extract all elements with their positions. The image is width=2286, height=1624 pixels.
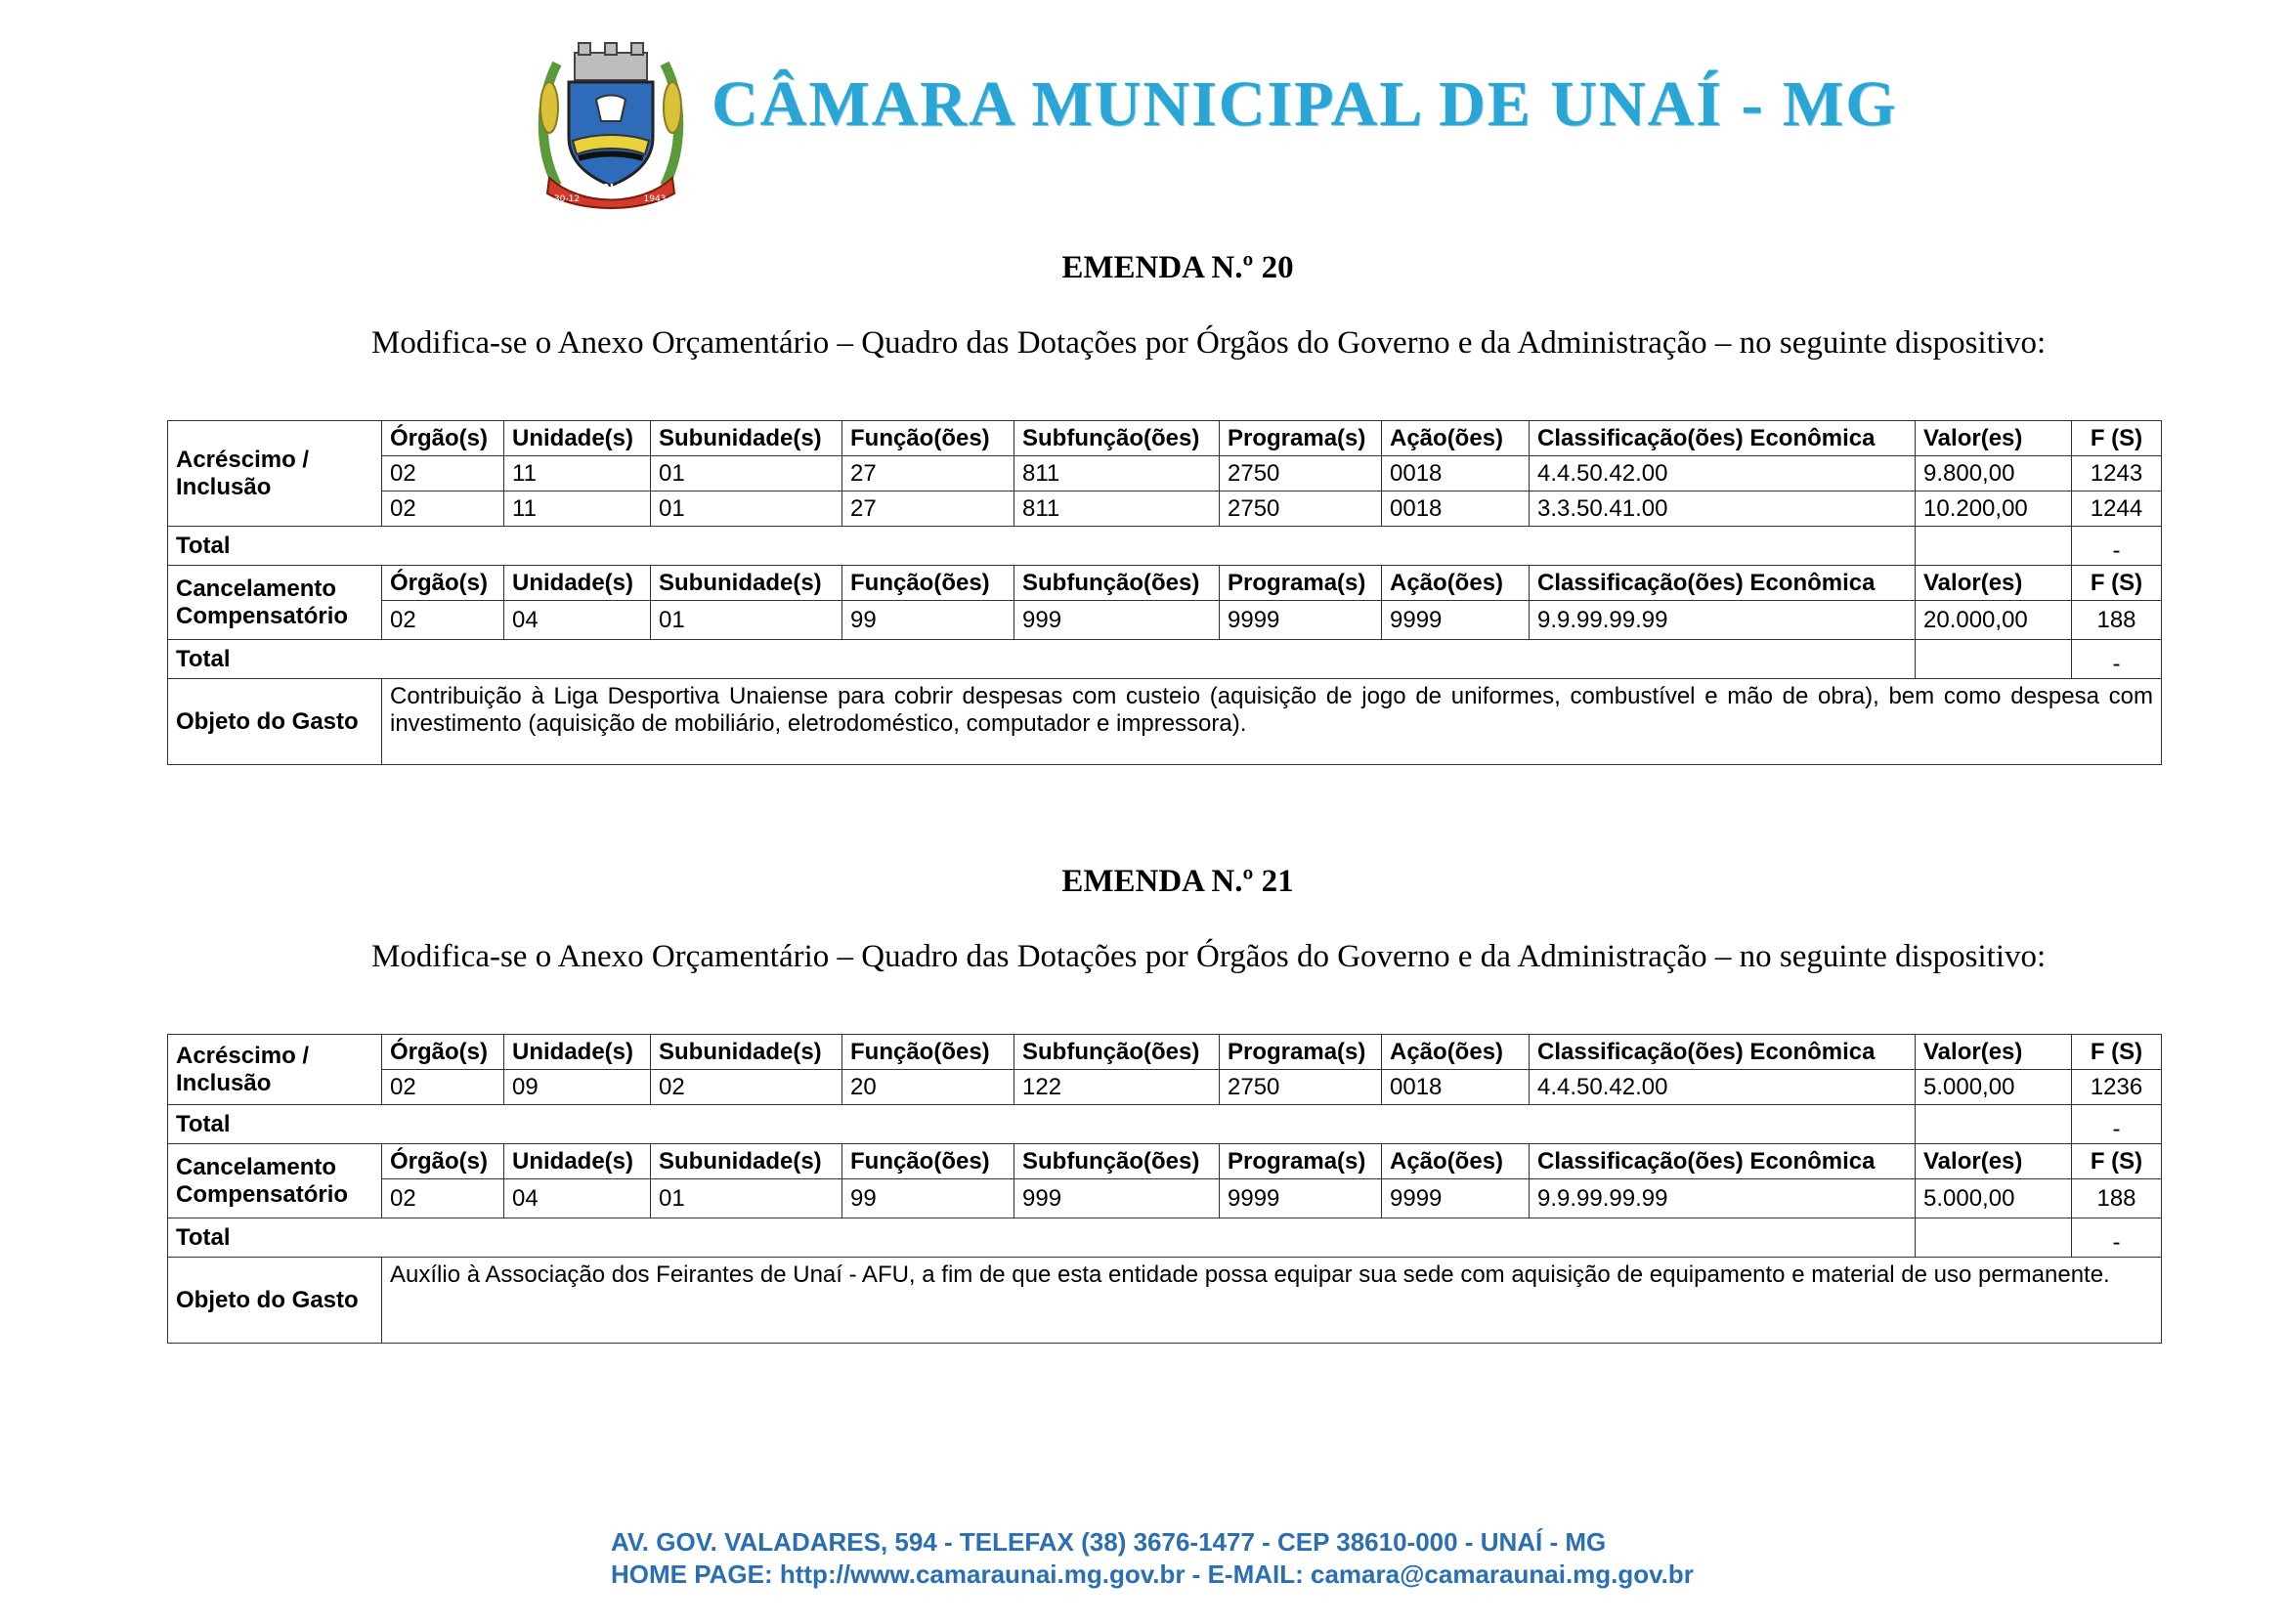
- cell-subfuncao: 999: [1014, 601, 1220, 640]
- cell-fs: 1243: [2072, 456, 2162, 491]
- cell-subfuncao: 811: [1014, 456, 1220, 491]
- cell-orgao: 02: [382, 1179, 504, 1218]
- column-header: Valor(es): [1916, 1144, 2072, 1179]
- table-row: [168, 456, 2162, 491]
- cell-valor: 10.200,00: [1916, 491, 2072, 527]
- column-header: Função(ões): [842, 566, 1014, 601]
- cell-subunidade: 02: [651, 1070, 842, 1105]
- column-header: Valor(es): [1916, 566, 2072, 601]
- table-row: [168, 1179, 2162, 1218]
- cell-orgao: 02: [382, 456, 504, 491]
- total-row: [168, 1105, 2162, 1144]
- column-header: Classificação(ões) Econômica: [1530, 1035, 1916, 1070]
- column-header: Subunidade(s): [651, 1035, 842, 1070]
- label-acrescimo: Acréscimo / Inclusão: [168, 1035, 382, 1105]
- column-header: Programa(s): [1220, 1144, 1382, 1179]
- cell-classificacao: 3.3.50.41.00: [1530, 491, 1916, 527]
- cell-unidade: 11: [504, 491, 651, 527]
- label-acrescimo: Acréscimo / Inclusão: [168, 421, 382, 527]
- cell-subunidade: 01: [651, 1179, 842, 1218]
- label-objeto: Objeto do Gasto: [168, 1258, 382, 1344]
- total-label: Total: [168, 1105, 1916, 1144]
- cell-funcao: 99: [842, 601, 1014, 640]
- cell-subunidade: 01: [651, 491, 842, 527]
- column-header: F (S): [2072, 421, 2162, 456]
- cell-orgao: 02: [382, 491, 504, 527]
- objeto-row: [168, 1258, 2162, 1344]
- cell-fs: 188: [2072, 1179, 2162, 1218]
- svg-text:UNAÍ: UNAÍ: [592, 183, 629, 197]
- column-header: Ação(ões): [1382, 1144, 1530, 1179]
- cell-subfuncao: 122: [1014, 1070, 1220, 1105]
- objeto-row: [168, 679, 2162, 765]
- coat-of-arms-icon: [528, 39, 694, 210]
- total-row: [168, 527, 2162, 566]
- column-header: Função(ões): [842, 1144, 1014, 1179]
- total-label: Total: [168, 640, 1916, 679]
- objeto-text: Contribuição à Liga Desportiva Unaiense para cobrir despesas com custeio (aquisição de jogo de uniformes, combustível e mão de obra), bem como despesa com investimento (aquisição de mobiliário, eletrodoméstico, computador e impressora).: [382, 679, 2162, 765]
- column-header: Subunidade(s): [651, 566, 842, 601]
- footer-contact: HOME PAGE: http://www.camaraunai.mg.gov.br - E-MAIL: camara@camaraunai.mg.gov.br: [611, 1560, 1694, 1589]
- cell-classificacao: 9.9.99.99.99: [1530, 1179, 1916, 1218]
- emenda-intro: Modifica-se o Anexo Orçamentário – Quadro das Dotações por Órgãos do Governo e da Administração – no seguinte dispositivo:: [371, 939, 2047, 974]
- column-header: Classificação(ões) Econômica: [1530, 421, 1916, 456]
- column-header: Subunidade(s): [651, 1144, 842, 1179]
- cell-programa: 2750: [1220, 1070, 1382, 1105]
- total-valor: [1916, 1105, 2072, 1144]
- column-header: Órgão(s): [382, 1035, 504, 1070]
- total-valor: [1916, 527, 2072, 566]
- cell-acao: 0018: [1382, 1070, 1530, 1105]
- cell-fs: 1236: [2072, 1070, 2162, 1105]
- cell-subfuncao: 811: [1014, 491, 1220, 527]
- cell-orgao: 02: [382, 1070, 504, 1105]
- column-header: Órgão(s): [382, 421, 504, 456]
- column-header: Classificação(ões) Econômica: [1530, 1144, 1916, 1179]
- column-header: Valor(es): [1916, 421, 2072, 456]
- budget-table: [167, 420, 2162, 765]
- cell-funcao: 20: [842, 1070, 1014, 1105]
- column-header: Função(ões): [842, 1035, 1014, 1070]
- column-header: Programa(s): [1220, 421, 1382, 456]
- total-valor: [1916, 1218, 2072, 1258]
- cell-funcao: 27: [842, 491, 1014, 527]
- column-header: Classificação(ões) Econômica: [1530, 566, 1916, 601]
- column-header: Unidade(s): [504, 566, 651, 601]
- cell-valor: 5.000,00: [1916, 1179, 2072, 1218]
- table-row: [168, 601, 2162, 640]
- column-header: Órgão(s): [382, 566, 504, 601]
- total-valor: [1916, 640, 2072, 679]
- column-header: Unidade(s): [504, 1035, 651, 1070]
- total-label: Total: [168, 1218, 1916, 1258]
- total-row: [168, 1218, 2162, 1258]
- cell-valor: 20.000,00: [1916, 601, 2072, 640]
- column-header: Programa(s): [1220, 566, 1382, 601]
- cell-programa: 9999: [1220, 1179, 1382, 1218]
- cell-fs: 1244: [2072, 491, 2162, 527]
- cell-subfuncao: 999: [1014, 1179, 1220, 1218]
- column-header: Valor(es): [1916, 1035, 2072, 1070]
- cell-classificacao: 4.4.50.42.00: [1530, 456, 1916, 491]
- column-header: Subfunção(ões): [1014, 421, 1220, 456]
- total-fs: -: [2072, 1218, 2162, 1258]
- label-objeto: Objeto do Gasto: [168, 679, 382, 765]
- cell-funcao: 27: [842, 456, 1014, 491]
- column-header: Subfunção(ões): [1014, 1144, 1220, 1179]
- label-cancelamento: Cancelamento Compensatório: [168, 1144, 382, 1218]
- cell-acao: 9999: [1382, 1179, 1530, 1218]
- column-header: Programa(s): [1220, 1035, 1382, 1070]
- column-header: Ação(ões): [1382, 1035, 1530, 1070]
- cell-subunidade: 01: [651, 456, 842, 491]
- cell-acao: 9999: [1382, 601, 1530, 640]
- cell-classificacao: 4.4.50.42.00: [1530, 1070, 1916, 1105]
- svg-text:1943: 1943: [643, 194, 667, 204]
- svg-text:30-12: 30-12: [553, 194, 581, 204]
- cell-unidade: 04: [504, 601, 651, 640]
- column-header: Ação(ões): [1382, 566, 1530, 601]
- cell-unidade: 11: [504, 456, 651, 491]
- budget-table: [167, 1034, 2162, 1344]
- cell-unidade: 09: [504, 1070, 651, 1105]
- table-row: [168, 1070, 2162, 1105]
- label-cancelamento: Cancelamento Compensatório: [168, 566, 382, 640]
- cell-fs: 188: [2072, 601, 2162, 640]
- cell-orgao: 02: [382, 601, 504, 640]
- footer: [611, 1526, 1694, 1591]
- column-header: F (S): [2072, 1144, 2162, 1179]
- column-header: Órgão(s): [382, 1144, 504, 1179]
- objeto-text: Auxílio à Associação dos Feirantes de Unaí - AFU, a fim de que esta entidade possa equipar sua sede com aquisição de equipamento e material de uso permanente.: [382, 1258, 2162, 1344]
- cell-subunidade: 01: [651, 601, 842, 640]
- emenda-title: EMENDA N.º 20: [1061, 250, 1294, 285]
- emenda-title: EMENDA N.º 21: [1061, 864, 1294, 899]
- column-header: Subfunção(ões): [1014, 1035, 1220, 1070]
- emenda-intro: Modifica-se o Anexo Orçamentário – Quadro das Dotações por Órgãos do Governo e da Administração – no seguinte dispositivo:: [371, 325, 2047, 361]
- column-header: F (S): [2072, 1035, 2162, 1070]
- total-row: [168, 640, 2162, 679]
- institution-title: CÂMARA MUNICIPAL DE UNAÍ - MG: [712, 68, 1898, 140]
- table-row: [168, 491, 2162, 527]
- cell-programa: 2750: [1220, 491, 1382, 527]
- cell-unidade: 04: [504, 1179, 651, 1218]
- column-header: Unidade(s): [504, 421, 651, 456]
- total-label: Total: [168, 527, 1916, 566]
- cell-valor: 5.000,00: [1916, 1070, 2072, 1105]
- total-fs: -: [2072, 527, 2162, 566]
- cell-classificacao: 9.9.99.99.99: [1530, 601, 1916, 640]
- cell-programa: 9999: [1220, 601, 1382, 640]
- cell-valor: 9.800,00: [1916, 456, 2072, 491]
- column-header: Ação(ões): [1382, 421, 1530, 456]
- cell-programa: 2750: [1220, 456, 1382, 491]
- column-header: F (S): [2072, 566, 2162, 601]
- cell-acao: 0018: [1382, 456, 1530, 491]
- column-header: Subfunção(ões): [1014, 566, 1220, 601]
- column-header: Unidade(s): [504, 1144, 651, 1179]
- footer-address: AV. GOV. VALADARES, 594 - TELEFAX (38) 3676-1477 - CEP 38610-000 - UNAÍ - MG: [611, 1527, 1607, 1557]
- column-header: Subunidade(s): [651, 421, 842, 456]
- cell-acao: 0018: [1382, 491, 1530, 527]
- column-header: Função(ões): [842, 421, 1014, 456]
- cell-funcao: 99: [842, 1179, 1014, 1218]
- total-fs: -: [2072, 1105, 2162, 1144]
- total-fs: -: [2072, 640, 2162, 679]
